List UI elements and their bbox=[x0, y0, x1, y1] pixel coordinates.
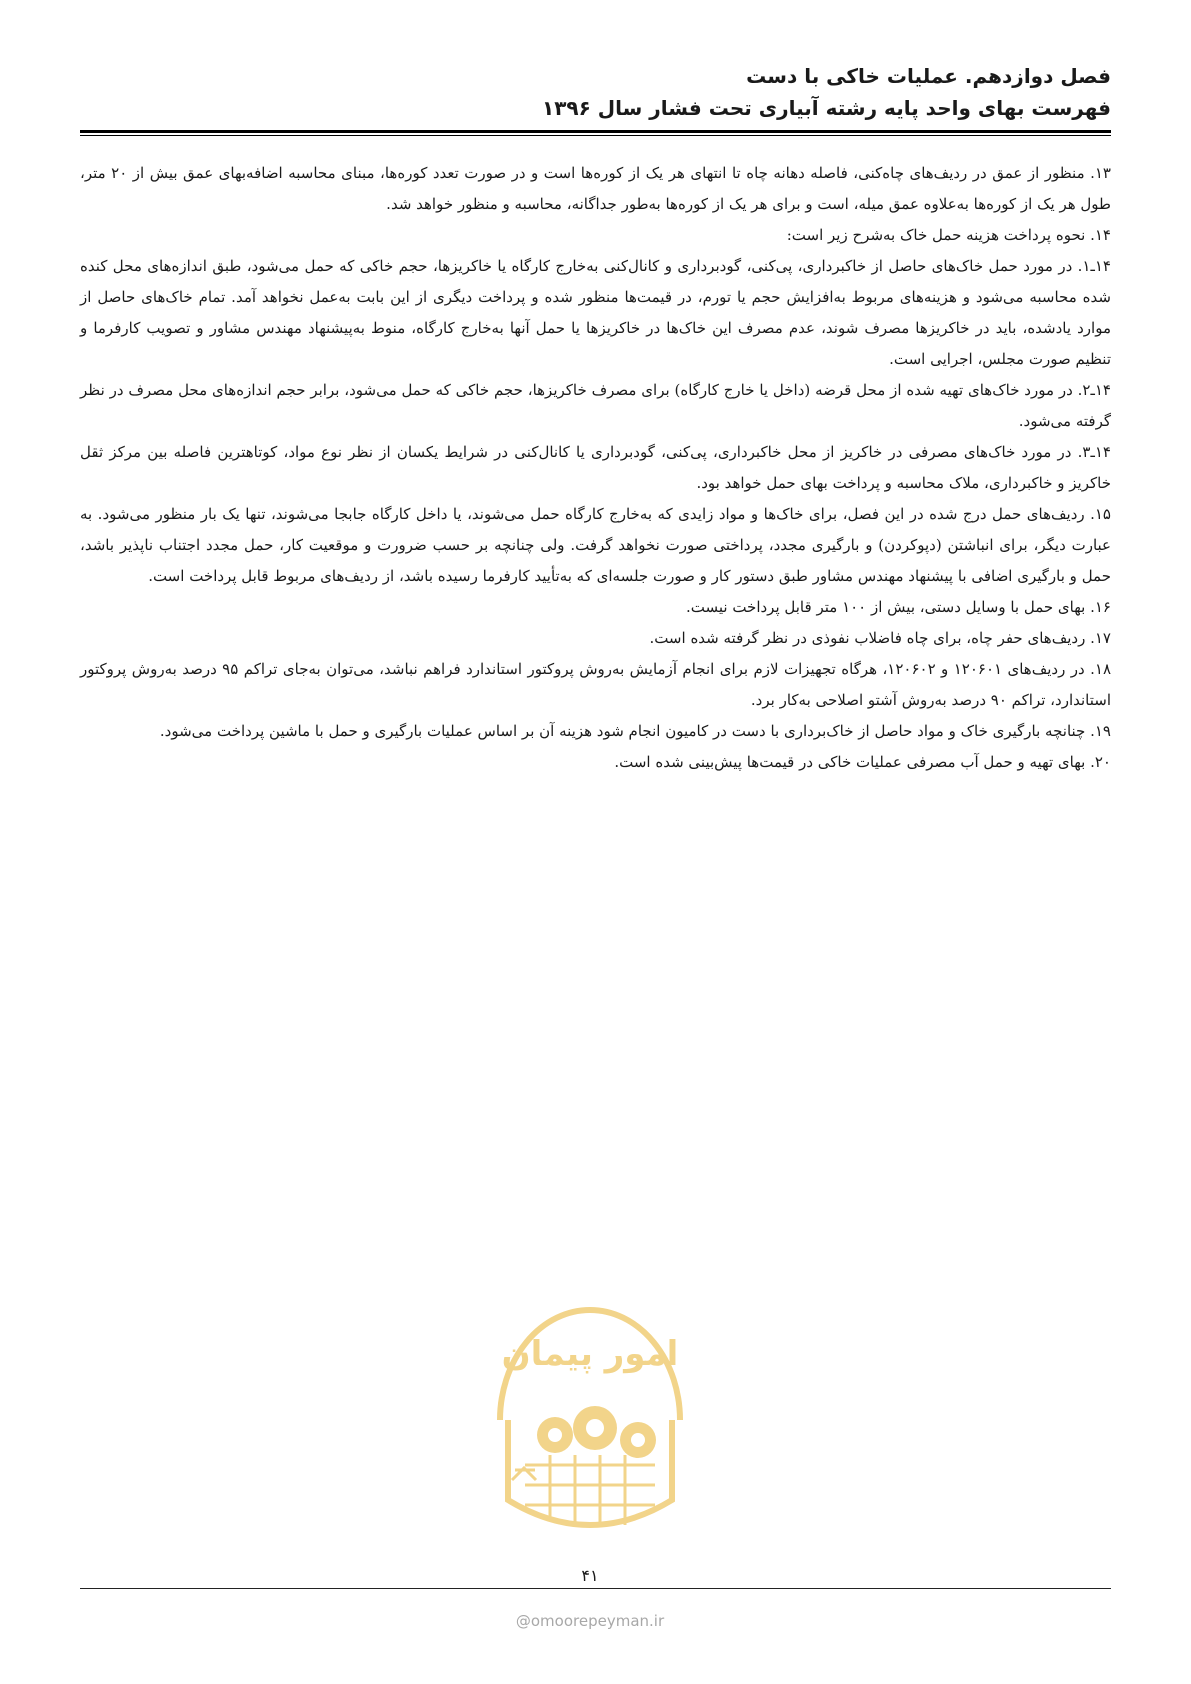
watermark-url: @omoorepeyman.ir bbox=[515, 1612, 665, 1630]
body-text bbox=[80, 158, 1111, 778]
seal-lettering: امور پیمان bbox=[501, 1334, 679, 1374]
header-rule-thick bbox=[80, 130, 1111, 133]
document-title: فهرست بهای واحد پایه رشته آبیاری تحت فشار سال ۱۳۹۶ bbox=[542, 96, 1111, 120]
paragraph-14-1: ۱۴ـ۱. در مورد حمل خاک‌های حاصل از خاکبرداری، پی‌کنی، گودبرداری و کانال‌کنی به‌خارج کارگاه یا خاکریزها، حجم خاکی که حمل می‌شود، طبق اندازه‌های محل کنده شده محاسبه می‌شود و هزینه‌های مربوط به‌افزایش حجم یا تورم، در قیمت‌ها منظور شده و پرداخت دیگری از این بابت به‌عمل نخواهد آمد. تمام خاک‌های حاصل از موارد یادشده، باید در خاکریزها مصرف شوند، عدم مصرف این خاک‌ها در خاکریزها یا حمل آنها به‌خارج کارگاه، منوط به‌پیشنهاد مهندس مشاور و تصویب کارفرما و تنظیم صورت مجلس، اجرایی است. bbox=[80, 257, 1111, 368]
seal-logo-icon bbox=[480, 1270, 700, 1550]
paragraph-15: ۱۵. ردیف‌های حمل درج شده در این فصل، برای خاک‌ها و مواد زایدی که به‌خارج کارگاه حمل می‌شوند، یا داخل کارگاه جابجا می‌شوند، تنها یک بار منظور می‌شود. به عبارت دیگر، برای انباشتن (دپوکردن) و بارگیری مجدد، پرداختی صورت نخواهد گرفت. ولی چنانچه بر حسب ضرورت و موقعیت کار، حمل مجدد اجتناب ناپذیر باشد، حمل و بارگیری اضافی با پیشنهاد مهندس مشاور طبق دستور کار و صورت جلسه‌ای که به‌تأیید کارفرما رسیده باشد، از ردیف‌های مربوط قابل پرداخت است. bbox=[80, 505, 1111, 585]
paragraph-20: ۲۰. بهای تهیه و حمل آب مصرفی عملیات خاکی در قیمت‌ها پیش‌بینی شده است. bbox=[614, 753, 1111, 771]
paragraph-17: ۱۷. ردیف‌های حفر چاه، برای چاه فاضلاب نفوذی در نظر گرفته شده است. bbox=[649, 629, 1111, 647]
header-rule-thin bbox=[80, 135, 1111, 136]
paragraph-14-2: ۱۴ـ۲. در مورد خاک‌های تهیه شده از محل قرضه (داخل یا خارج کارگاه) برای مصرف خاکریزها، حجم خاکی که حمل می‌شود، برابر حجم اندازه‌های محل مصرف در نظر گرفته می‌شود. bbox=[80, 381, 1111, 430]
chapter-title: فصل دوازدهم. عملیات خاکی با دست bbox=[746, 64, 1111, 88]
paragraph-18: ۱۸. در ردیف‌های ۱۲۰۶۰۱ و ۱۲۰۶۰۲، هرگاه تجهیزات لازم برای انجام آزمایش به‌روش پروکتور استاندارد فراهم نباشد، می‌توان به‌جای تراکم ۹۵ درصد به‌روش پروکتور استاندارد، تراکم ۹۰ درصد به‌روش آشتو اصلاحی به‌کار برد. bbox=[80, 660, 1112, 709]
page-number: ۴۱ bbox=[560, 1566, 620, 1585]
paragraph-14-3: ۱۴ـ۳. در مورد خاک‌های مصرفی در خاکریز از محل خاکبرداری، پی‌کنی، گودبرداری یا کانال‌کنی در شرایط یکسان از نظر نوع مواد، کوتاهترین فاصله بین مرکز ثقل خاکریز و خاکبرداری، ملاک محاسبه و پرداخت بهای حمل خواهد بود. bbox=[80, 443, 1111, 492]
page-header bbox=[80, 60, 1111, 124]
paragraph-16: ۱۶. بهای حمل با وسایل دستی، بیش از ۱۰۰ متر قابل پرداخت نیست. bbox=[685, 598, 1111, 616]
footer-rule bbox=[80, 1588, 1111, 1589]
paragraph-13: ۱۳. منظور از عمق در ردیف‌های چاه‌کنی، فاصله دهانه چاه تا انتهای هر یک از کوره‌ها است و در صورت تعدد کوره‌ها، مبنای محاسبه اضافه‌بهای عمق بیش از ۲۰ متر، طول هر یک از کوره‌ها به‌علاوه عمق میله، است و برای هر یک از کوره‌ها به‌طور جداگانه، محاسبه و منظور خواهد شد. bbox=[80, 164, 1111, 213]
paragraph-19: ۱۹. چنانچه بارگیری خاک و مواد حاصل از خاک‌برداری با دست در کامیون انجام شود هزینه آن بر اساس عملیات بارگیری و حمل با ماشین پرداخت می‌شود. bbox=[159, 722, 1111, 740]
paragraph-14: ۱۴. نحوه پرداخت هزینه حمل خاک به‌شرح زیر است: bbox=[786, 226, 1111, 244]
